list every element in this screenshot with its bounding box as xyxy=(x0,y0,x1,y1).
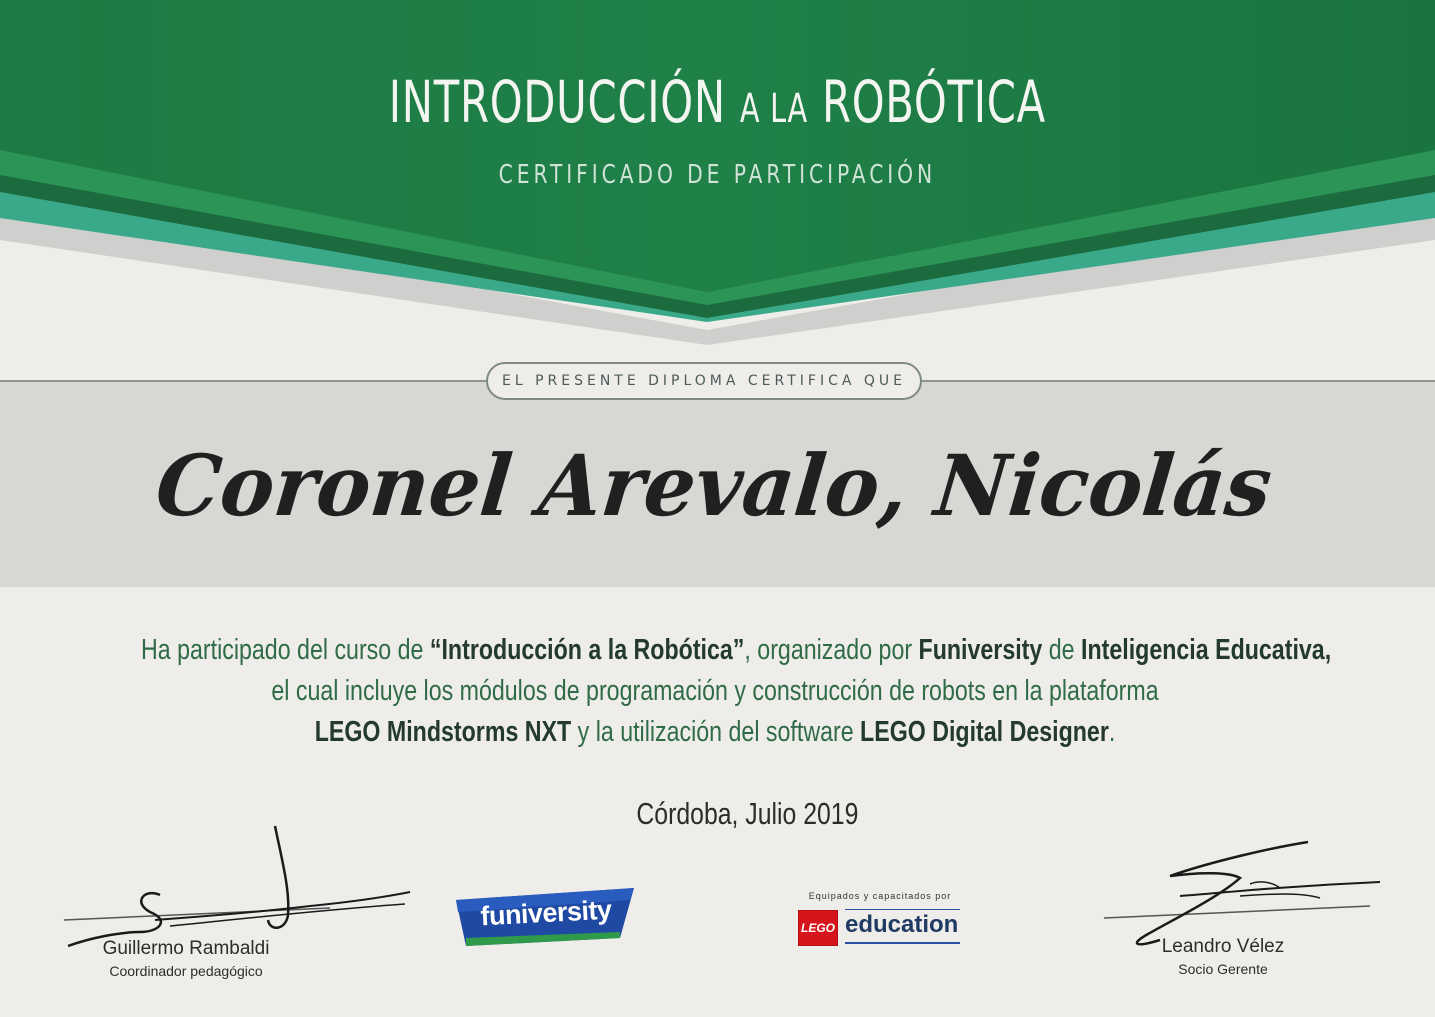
lego-rule-top xyxy=(845,909,960,910)
lego-logo-text: LEGO xyxy=(800,921,835,935)
certifies-label-pill xyxy=(486,362,922,400)
certificate-subtitle: CERTIFICADO DE PARTICIPACIÓN xyxy=(498,160,937,190)
place-date: Córdoba, Julio 2019 xyxy=(636,796,859,831)
lego-logo xyxy=(798,910,838,946)
title-main: INTRODUCCIÓN xyxy=(388,68,726,136)
body-line-3 xyxy=(141,716,1289,749)
software-name: LEGO Digital Designer xyxy=(860,716,1109,748)
lego-rule-bottom xyxy=(845,942,960,944)
body-line-2: el cual incluye los módulos de programación y construcción de robots en la plataforma xyxy=(271,675,1159,707)
body-line-1 xyxy=(141,634,1332,667)
body-line3-d: . xyxy=(1108,716,1116,748)
body-line1-a: Ha participado del curso de xyxy=(141,634,430,666)
organizer-name: Funiversity xyxy=(918,634,1043,666)
title-connector: A LA xyxy=(739,86,808,132)
recipient-name: Coronel Arevalo, Nicolás xyxy=(151,436,1277,535)
certificate-title xyxy=(201,68,1234,136)
signatory-2-name: Leandro Vélez xyxy=(1161,936,1285,957)
body-line3-b: y la utilización del software xyxy=(571,716,861,748)
signatory-1-role: Coordinador pedagógico xyxy=(109,963,263,979)
certifies-label: EL PRESENTE DIPLOMA CERTIFICA QUE xyxy=(501,373,907,389)
platform-name: LEGO Mindstorms NXT xyxy=(314,716,572,748)
lego-education-text: education xyxy=(845,911,959,938)
signatory-1-name: Guillermo Rambaldi xyxy=(102,938,270,959)
body-line1-c: , organizado por xyxy=(744,634,919,666)
funiversity-logo-text: funiversity xyxy=(479,894,613,932)
course-name: “Introducción a la Robótica” xyxy=(429,634,745,666)
lego-caption: Equipados y capacitados por xyxy=(808,891,952,901)
signatory-2-role: Socio Gerente xyxy=(1178,961,1268,977)
organization-name: Inteligencia Educativa, xyxy=(1081,634,1332,666)
body-line1-e: de xyxy=(1042,634,1082,666)
title-end: ROBÓTICA xyxy=(821,68,1046,136)
